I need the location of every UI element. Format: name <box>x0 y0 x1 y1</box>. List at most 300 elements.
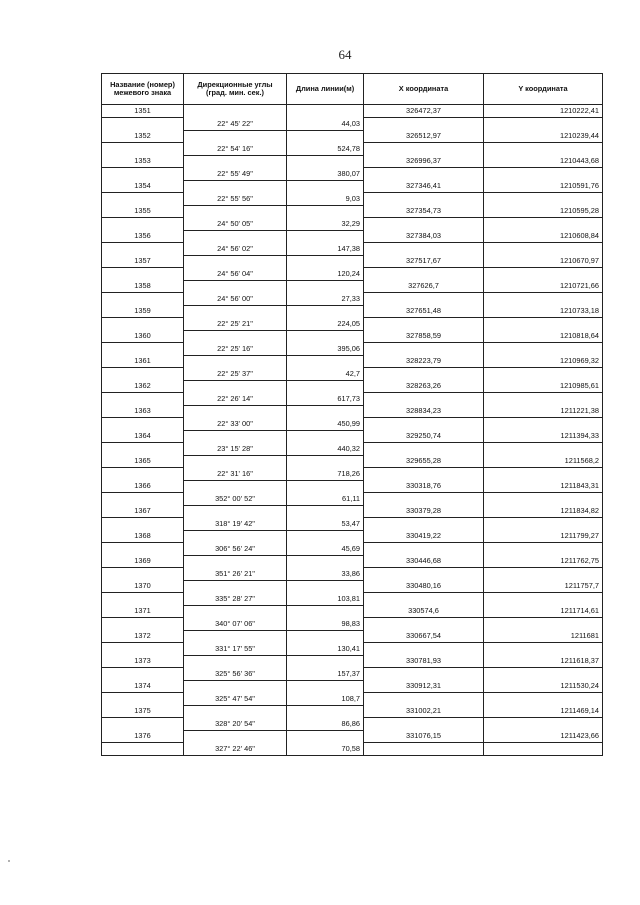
x-coordinate: 330379,28 <box>364 505 484 518</box>
x-coordinate: 330574,6 <box>364 605 484 618</box>
empty-cell <box>287 730 364 743</box>
empty-cell <box>287 480 364 493</box>
empty-cell <box>102 693 184 706</box>
empty-cell <box>287 555 364 568</box>
empty-cell <box>184 705 287 718</box>
empty-cell <box>184 730 287 743</box>
empty-cell <box>484 618 603 631</box>
x-coordinate: 330318,76 <box>364 480 484 493</box>
line-length: 70,58 <box>287 743 364 756</box>
marker-name: 1359 <box>102 305 184 318</box>
x-coordinate: 327626,7 <box>364 280 484 293</box>
table-row-point <box>102 155 603 168</box>
x-coordinate: 327858,59 <box>364 330 484 343</box>
marker-name: 1371 <box>102 605 184 618</box>
line-length: 27,33 <box>287 293 364 306</box>
y-coordinate: 1210670,97 <box>484 255 603 268</box>
empty-cell <box>102 568 184 581</box>
empty-cell <box>184 280 287 293</box>
empty-cell <box>287 380 364 393</box>
y-coordinate: 1211799,27 <box>484 530 603 543</box>
empty-cell <box>484 643 603 656</box>
marker-name: 1355 <box>102 205 184 218</box>
empty-cell <box>484 418 603 431</box>
empty-cell <box>364 568 484 581</box>
x-coordinate: 326996,37 <box>364 155 484 168</box>
table-row-point <box>102 180 603 193</box>
table-row-point <box>102 355 603 368</box>
empty-cell <box>287 655 364 668</box>
table-row-segment <box>102 318 603 331</box>
empty-cell <box>287 530 364 543</box>
empty-cell <box>287 355 364 368</box>
table-row-point <box>102 530 603 543</box>
x-coordinate: 327384,03 <box>364 230 484 243</box>
empty-cell <box>102 268 184 281</box>
line-length: 9,03 <box>287 193 364 206</box>
empty-cell <box>364 543 484 556</box>
directional-angle: 22° 26' 14" <box>184 393 287 406</box>
directional-angle: 352° 00' 52" <box>184 493 287 506</box>
x-coordinate: 330480,16 <box>364 580 484 593</box>
x-coordinate: 330446,68 <box>364 555 484 568</box>
empty-cell <box>287 630 364 643</box>
directional-angle: 22° 25' 16" <box>184 343 287 356</box>
table-row-point <box>102 230 603 243</box>
table-row-segment <box>102 443 603 456</box>
table-row-segment <box>102 268 603 281</box>
empty-cell <box>287 505 364 518</box>
y-coordinate: 1211221,38 <box>484 405 603 418</box>
x-coordinate: 328263,26 <box>364 380 484 393</box>
line-length: 33,86 <box>287 568 364 581</box>
line-length: 157,37 <box>287 668 364 681</box>
x-coordinate: 329655,28 <box>364 455 484 468</box>
line-length: 42,7 <box>287 368 364 381</box>
marker-name: 1375 <box>102 705 184 718</box>
directional-angle: 22° 31' 16" <box>184 468 287 481</box>
empty-cell <box>184 130 287 143</box>
y-coordinate: 1210443,68 <box>484 155 603 168</box>
empty-cell <box>287 280 364 293</box>
marker-name: 1365 <box>102 455 184 468</box>
directional-angle: 22° 25' 37" <box>184 368 287 381</box>
directional-angle: 22° 33' 00" <box>184 418 287 431</box>
directional-angle: 23° 15' 28" <box>184 443 287 456</box>
table-body <box>102 105 603 756</box>
directional-angle: 24° 56' 02" <box>184 243 287 256</box>
empty-cell <box>102 218 184 231</box>
header-marker-name: Название (номер) межевого знака <box>102 74 184 105</box>
empty-cell <box>184 405 287 418</box>
empty-cell <box>102 668 184 681</box>
line-length: 103,81 <box>287 593 364 606</box>
directional-angle: 351° 26' 21" <box>184 568 287 581</box>
empty-cell <box>102 543 184 556</box>
empty-cell <box>184 605 287 618</box>
line-length: 86,86 <box>287 718 364 731</box>
empty-cell <box>364 718 484 731</box>
directional-angle: 306° 56' 24" <box>184 543 287 556</box>
empty-cell <box>287 605 364 618</box>
empty-cell <box>484 343 603 356</box>
empty-cell <box>364 118 484 131</box>
table-row-segment <box>102 468 603 481</box>
x-coordinate: 330667,54 <box>364 630 484 643</box>
table-row-segment <box>102 693 603 706</box>
empty-cell <box>287 105 364 118</box>
y-coordinate: 1211843,31 <box>484 480 603 493</box>
empty-cell <box>364 618 484 631</box>
empty-cell <box>364 243 484 256</box>
line-length: 130,41 <box>287 643 364 656</box>
table-row-segment <box>102 218 603 231</box>
empty-cell <box>287 430 364 443</box>
table-row-point <box>102 730 603 743</box>
empty-cell <box>287 155 364 168</box>
header-y-coordinate: Y координата <box>484 74 603 105</box>
table-row-point <box>102 280 603 293</box>
line-length: 450,99 <box>287 418 364 431</box>
empty-cell <box>484 668 603 681</box>
table-row-point <box>102 580 603 593</box>
line-length: 147,38 <box>287 243 364 256</box>
table-row-segment <box>102 343 603 356</box>
empty-cell <box>287 330 364 343</box>
table-row-point <box>102 430 603 443</box>
empty-cell <box>364 418 484 431</box>
table-row-point <box>102 630 603 643</box>
table-row-point <box>102 605 603 618</box>
empty-cell <box>484 368 603 381</box>
marker-name: 1354 <box>102 180 184 193</box>
table-row-point <box>102 555 603 568</box>
directional-angle: 327° 22' 46" <box>184 743 287 756</box>
empty-cell <box>364 593 484 606</box>
empty-cell <box>484 718 603 731</box>
empty-cell <box>484 268 603 281</box>
directional-angle: 340° 07' 06" <box>184 618 287 631</box>
empty-cell <box>287 455 364 468</box>
table-row-segment <box>102 418 603 431</box>
empty-cell <box>102 293 184 306</box>
empty-cell <box>184 105 287 118</box>
empty-cell <box>184 380 287 393</box>
empty-cell <box>287 405 364 418</box>
line-length: 32,29 <box>287 218 364 231</box>
empty-cell <box>484 443 603 456</box>
directional-angle: 24° 50' 05" <box>184 218 287 231</box>
empty-cell <box>184 430 287 443</box>
table-row-point <box>102 405 603 418</box>
marker-name: 1358 <box>102 280 184 293</box>
line-length: 45,69 <box>287 543 364 556</box>
x-coordinate: 327354,73 <box>364 205 484 218</box>
header-x-coordinate: X координата <box>364 74 484 105</box>
x-coordinate: 328223,79 <box>364 355 484 368</box>
y-coordinate: 1210721,66 <box>484 280 603 293</box>
marker-name: 1369 <box>102 555 184 568</box>
empty-cell <box>287 580 364 593</box>
marker-name: 1360 <box>102 330 184 343</box>
empty-cell <box>287 230 364 243</box>
empty-cell <box>184 555 287 568</box>
marker-name: 1374 <box>102 680 184 693</box>
table-row-point <box>102 505 603 518</box>
empty-cell <box>484 168 603 181</box>
empty-cell <box>364 743 484 756</box>
table-row-point <box>102 455 603 468</box>
line-length: 718,26 <box>287 468 364 481</box>
y-coordinate: 1211423,66 <box>484 730 603 743</box>
directional-angle: 22° 45' 22" <box>184 118 287 131</box>
empty-cell <box>484 593 603 606</box>
empty-cell <box>102 493 184 506</box>
table-row-segment <box>102 368 603 381</box>
directional-angle: 22° 54' 16" <box>184 143 287 156</box>
empty-cell <box>287 130 364 143</box>
empty-cell <box>364 468 484 481</box>
empty-cell <box>102 193 184 206</box>
empty-cell <box>287 305 364 318</box>
empty-cell <box>364 443 484 456</box>
empty-cell <box>102 118 184 131</box>
empty-cell <box>484 743 603 756</box>
line-length: 524,78 <box>287 143 364 156</box>
empty-cell <box>484 318 603 331</box>
x-coordinate: 326512,97 <box>364 130 484 143</box>
marker-name: 1366 <box>102 480 184 493</box>
line-length: 440,32 <box>287 443 364 456</box>
empty-cell <box>102 643 184 656</box>
empty-cell <box>484 118 603 131</box>
empty-cell <box>102 718 184 731</box>
table-row-point <box>102 655 603 668</box>
x-coordinate: 330419,22 <box>364 530 484 543</box>
x-coordinate: 331002,21 <box>364 705 484 718</box>
marker-name: 1373 <box>102 655 184 668</box>
empty-cell <box>184 455 287 468</box>
empty-cell <box>287 705 364 718</box>
empty-cell <box>364 343 484 356</box>
table-header <box>102 74 603 105</box>
y-coordinate: 1211834,82 <box>484 505 603 518</box>
marker-name: 1351 <box>102 105 184 118</box>
directional-angle: 24° 56' 00" <box>184 293 287 306</box>
empty-cell <box>364 643 484 656</box>
table-row-segment <box>102 718 603 731</box>
empty-cell <box>102 243 184 256</box>
y-coordinate: 1211757,7 <box>484 580 603 593</box>
table-row-point <box>102 205 603 218</box>
table-row-point <box>102 680 603 693</box>
empty-cell <box>484 468 603 481</box>
x-coordinate: 329250,74 <box>364 430 484 443</box>
table-row-segment <box>102 568 603 581</box>
empty-cell <box>102 368 184 381</box>
empty-cell <box>364 168 484 181</box>
y-coordinate: 1210591,76 <box>484 180 603 193</box>
marker-name: 1356 <box>102 230 184 243</box>
x-coordinate: 330912,31 <box>364 680 484 693</box>
empty-cell <box>102 418 184 431</box>
line-length: 395,06 <box>287 343 364 356</box>
y-coordinate: 1210985,61 <box>484 380 603 393</box>
table-row-segment <box>102 543 603 556</box>
marker-name: 1357 <box>102 255 184 268</box>
empty-cell <box>364 318 484 331</box>
y-coordinate: 1210595,28 <box>484 205 603 218</box>
empty-cell <box>484 693 603 706</box>
empty-cell <box>364 368 484 381</box>
empty-cell <box>184 630 287 643</box>
x-coordinate: 326472,37 <box>364 105 484 118</box>
table-row-segment <box>102 518 603 531</box>
empty-cell <box>364 218 484 231</box>
marker-name: 1352 <box>102 130 184 143</box>
table-row-point <box>102 255 603 268</box>
directional-angle: 24° 56' 04" <box>184 268 287 281</box>
x-coordinate: 327651,48 <box>364 305 484 318</box>
x-coordinate: 327346,41 <box>364 180 484 193</box>
line-length: 44,03 <box>287 118 364 131</box>
line-length: 120,24 <box>287 268 364 281</box>
empty-cell <box>184 255 287 268</box>
scan-dot-mark <box>8 860 10 862</box>
directional-angle: 335° 28' 27" <box>184 593 287 606</box>
y-coordinate: 1210239,44 <box>484 130 603 143</box>
line-length: 224,05 <box>287 318 364 331</box>
y-coordinate: 1210969,32 <box>484 355 603 368</box>
empty-cell <box>364 693 484 706</box>
y-coordinate: 1211681 <box>484 630 603 643</box>
directional-angle: 328° 20' 54" <box>184 718 287 731</box>
empty-cell <box>484 518 603 531</box>
y-coordinate: 1210222,41 <box>484 105 603 118</box>
table-row-point <box>102 380 603 393</box>
x-coordinate: 331076,15 <box>364 730 484 743</box>
marker-name: 1370 <box>102 580 184 593</box>
header-line-length: Длина линии(м) <box>287 74 364 105</box>
marker-name: 1363 <box>102 405 184 418</box>
marker-name: 1372 <box>102 630 184 643</box>
line-length: 380,07 <box>287 168 364 181</box>
y-coordinate: 1211714,61 <box>484 605 603 618</box>
empty-cell <box>102 743 184 756</box>
empty-cell <box>184 180 287 193</box>
table-row-segment <box>102 193 603 206</box>
empty-cell <box>102 468 184 481</box>
empty-cell <box>102 593 184 606</box>
table-row-point <box>102 305 603 318</box>
y-coordinate: 1210608,84 <box>484 230 603 243</box>
empty-cell <box>364 518 484 531</box>
y-coordinate: 1211394,33 <box>484 430 603 443</box>
marker-name: 1367 <box>102 505 184 518</box>
line-length: 617,73 <box>287 393 364 406</box>
table-row-segment <box>102 743 603 756</box>
empty-cell <box>184 155 287 168</box>
table-row-segment <box>102 643 603 656</box>
directional-angle: 22° 25' 21" <box>184 318 287 331</box>
empty-cell <box>184 330 287 343</box>
marker-name: 1362 <box>102 380 184 393</box>
y-coordinate: 1211530,24 <box>484 680 603 693</box>
marker-name: 1361 <box>102 355 184 368</box>
directional-angle: 325° 56' 36" <box>184 668 287 681</box>
empty-cell <box>102 443 184 456</box>
directional-angle: 318° 19' 42" <box>184 518 287 531</box>
empty-cell <box>484 218 603 231</box>
marker-name: 1368 <box>102 530 184 543</box>
header-directional-angles: Дирекционные углы (град. мин. сек.) <box>184 74 287 105</box>
y-coordinate: 1211568,2 <box>484 455 603 468</box>
empty-cell <box>184 655 287 668</box>
line-length: 108,7 <box>287 693 364 706</box>
empty-cell <box>364 393 484 406</box>
empty-cell <box>184 205 287 218</box>
empty-cell <box>484 393 603 406</box>
empty-cell <box>184 355 287 368</box>
empty-cell <box>484 568 603 581</box>
empty-cell <box>484 193 603 206</box>
empty-cell <box>484 243 603 256</box>
empty-cell <box>102 143 184 156</box>
marker-name: 1376 <box>102 730 184 743</box>
y-coordinate: 1210733,18 <box>484 305 603 318</box>
empty-cell <box>102 343 184 356</box>
empty-cell <box>184 305 287 318</box>
line-length: 61,11 <box>287 493 364 506</box>
x-coordinate: 327517,67 <box>364 255 484 268</box>
empty-cell <box>184 680 287 693</box>
empty-cell <box>484 493 603 506</box>
table-row-point <box>102 105 603 118</box>
table-row-segment <box>102 118 603 131</box>
empty-cell <box>102 618 184 631</box>
table-row-segment <box>102 243 603 256</box>
empty-cell <box>287 680 364 693</box>
empty-cell <box>287 255 364 268</box>
empty-cell <box>287 180 364 193</box>
y-coordinate: 1211618,37 <box>484 655 603 668</box>
directional-angle: 331° 17' 55" <box>184 643 287 656</box>
empty-cell <box>102 518 184 531</box>
empty-cell <box>184 480 287 493</box>
line-length: 98,83 <box>287 618 364 631</box>
table-row-segment <box>102 143 603 156</box>
table-row-segment <box>102 668 603 681</box>
empty-cell <box>364 493 484 506</box>
empty-cell <box>184 505 287 518</box>
table-row-segment <box>102 593 603 606</box>
empty-cell <box>484 143 603 156</box>
table-row-point <box>102 130 603 143</box>
empty-cell <box>364 193 484 206</box>
marker-name: 1353 <box>102 155 184 168</box>
table-row-point <box>102 480 603 493</box>
empty-cell <box>184 530 287 543</box>
table-row-segment <box>102 618 603 631</box>
table-row-segment <box>102 168 603 181</box>
y-coordinate: 1210818,64 <box>484 330 603 343</box>
empty-cell <box>184 230 287 243</box>
empty-cell <box>364 143 484 156</box>
empty-cell <box>484 543 603 556</box>
boundary-coordinates-table <box>101 73 603 756</box>
empty-cell <box>364 293 484 306</box>
empty-cell <box>102 318 184 331</box>
